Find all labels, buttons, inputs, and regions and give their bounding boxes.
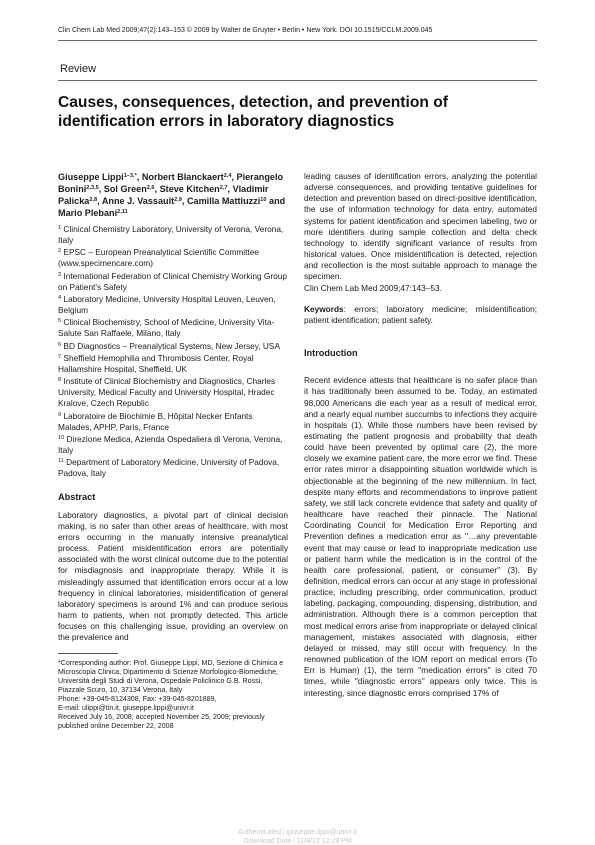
left-column bbox=[58, 171, 288, 731]
introduction-heading: Introduction bbox=[304, 348, 358, 359]
affiliation-number: 1 bbox=[58, 225, 62, 231]
keywords-label: Keywords bbox=[304, 303, 344, 314]
affiliation-item bbox=[58, 340, 288, 352]
author-list bbox=[58, 171, 288, 219]
footnote bbox=[58, 659, 288, 731]
affiliation-text: Clinical Chemistry Laboratory, University of Verona, Verona, Italy bbox=[58, 224, 284, 246]
affiliation-item bbox=[58, 246, 288, 269]
author-name: and Mario Plebani bbox=[58, 196, 286, 218]
article-title: Causes, consequences, detection, and prevention of identification errors in laboratory diagnostics bbox=[58, 94, 448, 130]
author-affiliation-marker: 1–3,* bbox=[123, 173, 137, 179]
author-name: , Steve Kitchen bbox=[154, 184, 220, 194]
corresponding-author: *Corresponding author: Prof. Giuseppe Lippi, MD, Sezione di Chimica e Microscopia Clinica, Dipartimento di Scienze Morfologico-Biomediche, Università degli Studi di Verona, Ospedale Policlinico G.B. Rossi, Piazzale Scuro, 10, 37134 Verona, Italy bbox=[58, 659, 284, 695]
download-watermark: Authenticated | giuseppe.lippi@univr.it bbox=[238, 829, 357, 836]
author-name: , Anne J. Vassault bbox=[97, 196, 175, 206]
affiliation-text: Laboratory Medicine, University Hospital Leuven, Leuven, Belgium bbox=[58, 293, 276, 316]
section-divider bbox=[58, 80, 537, 81]
header-divider bbox=[58, 40, 537, 41]
affiliation-number: 8 bbox=[58, 377, 62, 384]
author-affiliation-marker: 2,4 bbox=[223, 173, 232, 179]
abstract-text: Laboratory diagnostics, a pivotal part of clinical decision making, is no safer than other areas of healthcare, with most errors occurring in the manually intensive preanalytical process. Patient misidentification errors are potentially associated with the worst clinical outcome due to the potential for misdiagnosis and inappropriate therapy. While it is misleadingly assumed that identification errors occur at a low frequency in clinical laboratories, misidentification of general laboratory specimens is around 1% and can produce serious harm to patients, when not promptly detected. This article focuses on this challenging issue, providing an overview on the prevalence and bbox=[58, 509, 288, 643]
affiliation-list bbox=[58, 223, 288, 479]
affiliation-item bbox=[58, 352, 288, 375]
affiliation-text: Clinical Biochemistry, School of Medicine, University Vita-Salute San Raffaele, Milano, Italy bbox=[58, 317, 275, 339]
affiliation-item bbox=[58, 375, 288, 409]
footnote-divider bbox=[58, 653, 118, 654]
keywords bbox=[304, 304, 537, 326]
affiliation-text: BD Diagnostics – Preanalytical Systems, New Jersey, USA bbox=[61, 340, 280, 351]
affiliation-number: 5 bbox=[58, 318, 62, 325]
author-affiliation-marker: 2,7 bbox=[219, 185, 228, 191]
affiliation-number: 10 bbox=[58, 434, 65, 441]
contact-email: E-mail: ulippi@tin.it, giuseppe.lippi@univr.it bbox=[58, 704, 194, 713]
affiliation-item bbox=[58, 456, 288, 479]
right-column bbox=[304, 171, 537, 699]
author-affiliation-marker: 2,11 bbox=[117, 209, 128, 215]
affiliation-text: Department of Laboratory Medicine, University of Padova, Padova, Italy bbox=[58, 457, 280, 479]
affiliation-text: Sheffield Hemophilia and Thrombosis Center, Royal Hallamshire Hospital, Sheffield, UK bbox=[58, 352, 254, 374]
author-name: Giuseppe Lippi bbox=[58, 172, 124, 182]
author-name: , Pierangelo Bonini bbox=[58, 172, 284, 194]
download-watermark: Download Date | 11/9/12 12:29 PM bbox=[243, 838, 352, 845]
section-label: Review bbox=[60, 63, 97, 75]
affiliation-text: EPSC – European Preanalytical Scientific Committee (www.specimencare.com) bbox=[58, 247, 259, 269]
affiliation-number: 4 bbox=[58, 294, 62, 301]
author-affiliation-marker: 10 bbox=[260, 197, 267, 203]
abstract-heading: Abstract bbox=[58, 492, 96, 503]
affiliation-number: 3 bbox=[58, 271, 62, 278]
affiliation-item bbox=[58, 270, 288, 293]
author-name: , Vladimir Palicka bbox=[58, 184, 269, 206]
author-affiliation-marker: 2,3,5 bbox=[86, 185, 99, 191]
keywords-text: : errors; laboratory medicine; misidentification; patient identification; patient safety. bbox=[304, 303, 537, 325]
affiliation-item bbox=[58, 433, 288, 456]
received-dates: Received July 16, 2008; accepted November 25, 2009; previously published online December 22, 2008 bbox=[58, 713, 265, 731]
affiliation-item bbox=[58, 410, 288, 433]
contact-phone: Phone: +39-045-8124308, Fax: +39-045-8201889, bbox=[58, 695, 217, 704]
abstract-citation: Clin Chem Lab Med 2009;47:143–53. bbox=[304, 282, 442, 293]
affiliation-number: 2 bbox=[58, 248, 62, 255]
author-affiliation-marker: 2,8 bbox=[89, 197, 98, 203]
author-name: , Sol Green bbox=[98, 184, 147, 194]
affiliation-text: Laboratoire de Biochimie B, Hôpital Necker Enfants Malades, APHP, Paris, France bbox=[58, 410, 253, 432]
affiliation-item bbox=[58, 316, 288, 339]
affiliation-text: International Federation of Clinical Chemistry Working Group on Patient's Safety bbox=[58, 270, 287, 292]
author-name: , Norbert Blanckaert bbox=[136, 172, 224, 182]
abstract-text-continued: leading causes of identification errors, analyzing the potential adverse consequences, and providing tentative guidelines for detection and prevention based on direct-positive identification, the use of information technology for data entry, automated systems for patient identification and specimen labeling, two or more identifiers during sample collection and delta check technology to identify significant variance of results from historical values. Once misidentification is detected, rejection and recollection is the most suitable approach to manage the specimen. bbox=[304, 171, 537, 282]
affiliation-number: 7 bbox=[58, 353, 62, 360]
affiliation-number: 9 bbox=[58, 411, 62, 418]
affiliation-item bbox=[58, 293, 288, 316]
author-affiliation-marker: 2,6 bbox=[146, 185, 155, 191]
journal-header: Clin Chem Lab Med 2009;47(2):143–153 © 2009 by Walter de Gruyter • Berlin • New York. DOI 10.1515/CCLM.2009.045 bbox=[58, 27, 433, 34]
affiliation-number: 6 bbox=[58, 341, 62, 348]
introduction-text: Recent evidence attests that healthcare is no safer place than it has traditionally been assumed to be. Today, an estimated 98,000 Americans die each year as a result of medical error, and a nearly equal number succumbs to infections they acquire in hospitals (1). While those numbers have been revised by estimating the patient prognosis and probability that death could have been prevented by optimal care (2), the more closely we examine patient care, the more error we find. These error rates mirror a disappointing situation worldwide which is objectionable at the beginning of the new millennium. In fact, despite many efforts and recommendations to improve patient safety, we still lack concrete evidence that safety and quality of healthcare have reached their pinnacle. The National Coordinating Council for Medication Error Reporting and Prevention defines a medication error as ''…any preventable event that may cause or lead to inappropriate medication use or patient harm while the medication is in the control of the health care professional, patient, or consumer'' (3). By definition, medical errors can occur at any stage in professional practice, including prescribing, order communication, product labeling, packaging, compounding, dispensing, distribution, and administration. Although there is a common perception that most medical errors arise from inappropriate or delayed clinical management, mistakes associated with diagnosis, either delayed or missed, may still occur with frequency. In the renowned publication of the IOM report on medical errors (To Err is Human) (1), the term ''medication errors'' is cited 70 times, while ''diagnostic errors'' appears only twice. This is interesting, since diagnostic errors comprised 17% of bbox=[304, 375, 537, 698]
affiliation-number: 11 bbox=[58, 458, 64, 465]
affiliation-item bbox=[58, 223, 288, 246]
author-affiliation-marker: 2,9 bbox=[174, 197, 182, 203]
author-name: , Camilla Mattiuzzi bbox=[181, 196, 261, 206]
affiliation-text: Institute of Clinical Biochemistry and Diagnostics, Charles University, Medical Faculty and University Hospital, Hradec Kralove, Czech Republic bbox=[58, 376, 276, 409]
affiliation-text: Direzione Medica, Azienda Ospedaliera di Verona, Verona, Italy bbox=[58, 433, 283, 455]
